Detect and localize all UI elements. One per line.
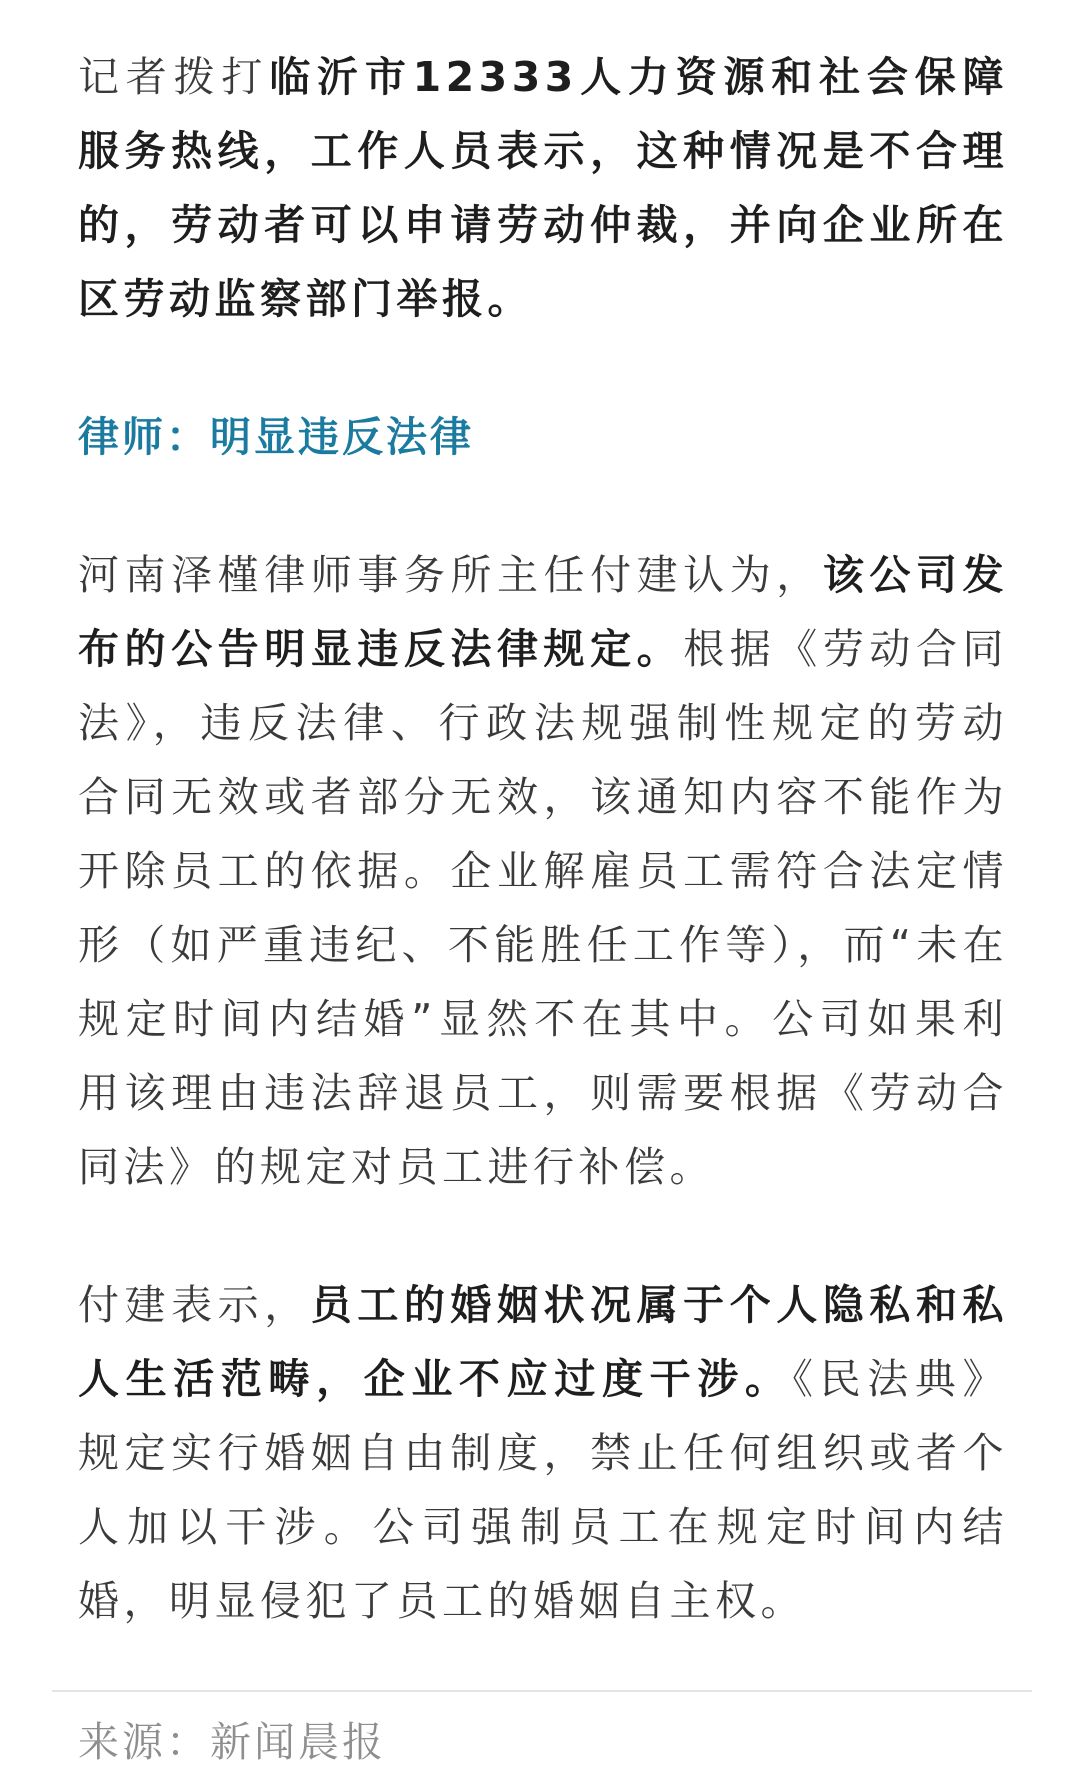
paragraph-text: 河南泽槿律师事务所主任付建认为， [78, 551, 823, 599]
paragraph-text: 根据《劳动合同法》，违反法律、行政法规强制性规定的劳动合同无效或者部分无效，该通知内容不能作为开除员工的依据。企业解雇员工需符合法定情形（如严重违纪、不能胜任工作等），而“未在规定时间内结婚”显然不在其中。公司如果利用该理由违法辞退员工，则需要根据《劳动合同法》的规定对员工进行补偿。 [78, 625, 1009, 1191]
paragraph-marriage-privacy [78, 1268, 1008, 1638]
footer-divider [52, 1690, 1032, 1692]
paragraph-bold-text: 该公司发布的公告明显违反法律规定。 [78, 551, 1009, 673]
paragraph-bold-text: 临沂市12333人力资源和社会保障服务热线，工作人员表示，这种情况是不合理的，劳动者可以申请劳动仲裁，并向企业所在区劳动监察部门举报。 [78, 53, 1009, 323]
paragraph-text: 记者拨打 [78, 53, 270, 101]
paragraph-bold-text: 员工的婚姻状况属于个人隐私和私人生活范畴，企业不应过度干涉。 [78, 1281, 1009, 1403]
article-body [78, 40, 1008, 1638]
paragraph-text: 《民法典》规定实行婚姻自由制度，禁止任何组织或者个人加以干涉。公司强制员工在规定时间内结婚，明显侵犯了员工的婚姻自主权。 [78, 1355, 1009, 1625]
section-heading: 律师：明显违反法律 [78, 413, 474, 461]
paragraph-text: 付建表示， [78, 1281, 311, 1329]
source-credit: 来源：新闻晨报 [78, 1718, 386, 1766]
paragraph-hotline [78, 40, 1008, 336]
paragraph-lawyer-opinion [78, 538, 1008, 1204]
